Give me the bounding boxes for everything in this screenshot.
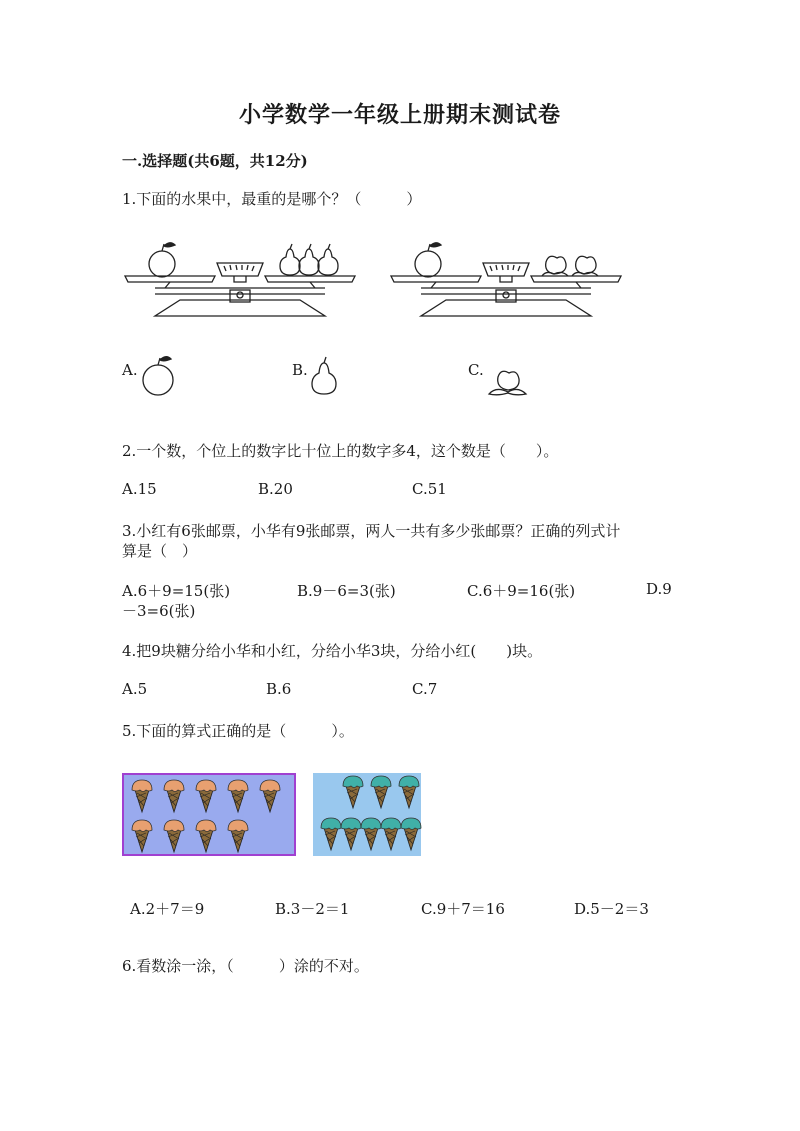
- ice-cream-cone-icon: [194, 777, 218, 813]
- q1-option-b: B.: [292, 361, 308, 379]
- ice-cream-cone-icon: [226, 777, 250, 813]
- ice-cream-box-left: [122, 773, 296, 856]
- q4-option-c: C.7: [412, 680, 438, 698]
- q3-option-d-line-1: D.9: [646, 580, 672, 598]
- q5-option-c: C.9＋7＝16: [421, 900, 505, 918]
- q5-option-d: D.5－2＝3: [574, 900, 649, 918]
- ice-cream-cone-icon: [258, 777, 282, 813]
- q2-option-a: A.15: [122, 480, 157, 498]
- q4-option-b: B.6: [266, 680, 292, 698]
- ice-cream-box-right: [313, 773, 421, 856]
- q4-option-a: A.5: [122, 680, 148, 698]
- q3-option-d-line-2: －3=6(张): [122, 602, 196, 620]
- page-title: 小学数学一年级上册期末测试卷: [238, 102, 561, 128]
- question-3-line-2: 算是（ ）: [122, 542, 198, 560]
- question-4: 4.把9块糖分给小华和小红，分给小华3块，分给小红( )块。: [122, 642, 543, 660]
- pear-icon: [308, 356, 342, 398]
- q1-option-a: A.: [122, 361, 138, 379]
- q2-option-c: C.51: [412, 480, 447, 498]
- ice-cream-cone-icon: [341, 773, 365, 809]
- q5-option-a: A.2＋7＝9: [130, 900, 205, 918]
- ice-cream-cone-icon: [399, 815, 423, 851]
- section-heading: 一.选择题(共6题，共12分): [122, 152, 308, 170]
- q1-option-c: C.: [468, 361, 484, 379]
- question-1: 1.下面的水果中，最重的是哪个？（ ）: [122, 190, 422, 208]
- ice-cream-cone-icon: [162, 817, 186, 853]
- peach-icon: [486, 366, 530, 398]
- question-5: 5.下面的算式正确的是（ ）。: [122, 722, 354, 740]
- question-6: 6.看数涂一涂，（ ）涂的不对。: [122, 957, 369, 975]
- q3-option-a: A.6＋9=15(张): [122, 582, 231, 600]
- ice-cream-cone-icon: [194, 817, 218, 853]
- q3-option-c: C.6＋9=16(张): [467, 582, 576, 600]
- ice-cream-cone-icon: [369, 773, 393, 809]
- balance-scale-right-drawing: [386, 238, 626, 324]
- q5-option-b: B.3－2＝1: [275, 900, 350, 918]
- balance-scale-left: [120, 238, 360, 324]
- ice-cream-cone-icon: [397, 773, 421, 809]
- question-3-line-1: 3.小红有6张邮票，小华有9张邮票，两人一共有多少张邮票？正确的列式计: [122, 522, 621, 540]
- balance-scale-right: [386, 238, 626, 324]
- question-2: 2.一个数，个位上的数字比十位上的数字多4，这个数是（ ）。: [122, 442, 559, 460]
- apple-icon: [138, 355, 182, 399]
- ice-cream-cone-icon: [226, 817, 250, 853]
- q3-option-b: B.9－6=3(张): [297, 582, 396, 600]
- balance-scale-left-drawing: [120, 238, 360, 324]
- ice-cream-cone-icon: [130, 817, 154, 853]
- ice-cream-cone-icon: [130, 777, 154, 813]
- q2-option-b: B.20: [258, 480, 293, 498]
- ice-cream-cone-icon: [162, 777, 186, 813]
